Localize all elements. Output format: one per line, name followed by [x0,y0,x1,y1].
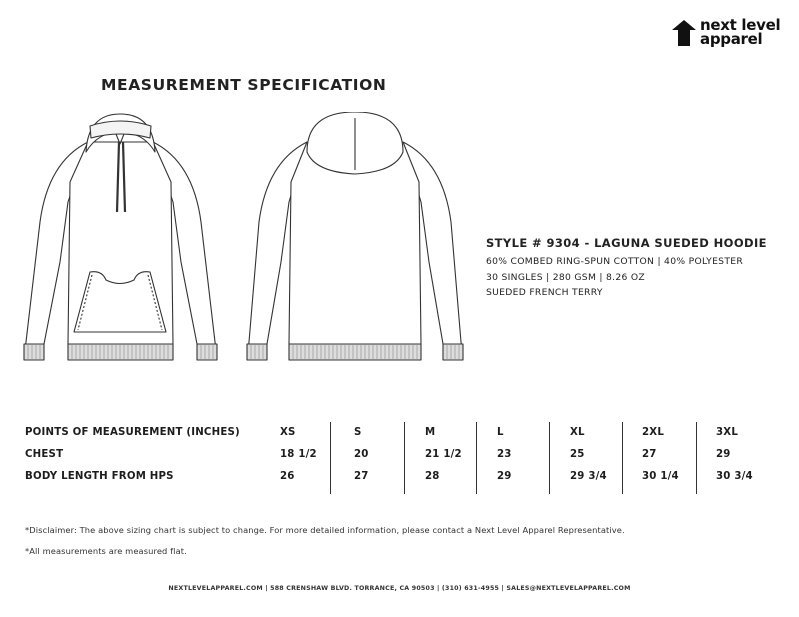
cell-value: 29 [497,471,512,482]
column-divider [622,422,623,494]
brand-wordmark [700,18,780,46]
header-cell-3xl: 3XL [716,427,739,438]
cell-value: 27 [354,471,369,482]
header-cell-xs: XS [280,427,296,438]
cell-value: 25 [570,449,585,460]
cell-value: 28 [425,471,440,482]
column-divider [404,422,405,494]
cell-value: 29 [716,449,731,460]
style-finish: SUEDED FRENCH TERRY [486,287,603,298]
brand-line-2: apparel [700,30,763,48]
header-cell-2xl: 2XL [642,427,665,438]
style-fabric: 60% COMBED RING-SPUN COTTON | 40% POLYESTER [486,256,744,267]
cell-value: 23 [497,449,512,460]
cell-value: 27 [642,449,657,460]
cell-value: 26 [280,471,295,482]
row-label: CHEST [25,449,64,460]
cell-value: 29 3/4 [570,471,607,482]
column-divider [476,422,477,494]
header-cell-l: L [497,427,504,438]
cell-value: 18 1/2 [280,449,317,460]
cell-value: 20 [354,449,369,460]
footer-contact: NEXTLEVELAPPAREL.COM | 588 CRENSHAW BLVD. TORRANCE, CA 90503 | (310) 631-4955 | SALES@NEXTLEVELAPPAREL.COM [168,585,631,592]
header-cell-xl: XL [570,427,585,438]
column-divider [696,422,697,494]
header-cell-s: S [354,427,362,438]
style-weight: 30 SINGLES | 280 GSM | 8.26 OZ [486,271,646,283]
disclaimer-sizing: *Disclaimer: The above sizing chart is subject to change. For more detailed information, please contact a Next Level Apparel Representative. [25,525,625,535]
row-label: BODY LENGTH FROM HPS [25,471,174,482]
hoodie-front-icon [18,112,223,364]
hoodie-back-icon [245,112,465,364]
style-title: STYLE # 9304 - LAGUNA SUEDED HOODIE [486,236,767,250]
column-divider [330,422,331,494]
header-cell-m: M [425,427,436,438]
brand-logo [672,18,787,62]
header-cell-point: POINTS OF MEASUREMENT (INCHES) [25,427,240,438]
cell-value: 21 1/2 [425,449,462,460]
brand-line-1: next level [700,16,781,34]
page-title: MEASUREMENT SPECIFICATION [101,76,387,94]
style-info [486,236,767,303]
disclaimer-flat: *All measurements are measured flat. [25,546,187,556]
cell-value: 30 1/4 [642,471,679,482]
tshirt-logo-icon [672,20,696,46]
column-divider [549,422,550,494]
cell-value: 30 3/4 [716,471,753,482]
